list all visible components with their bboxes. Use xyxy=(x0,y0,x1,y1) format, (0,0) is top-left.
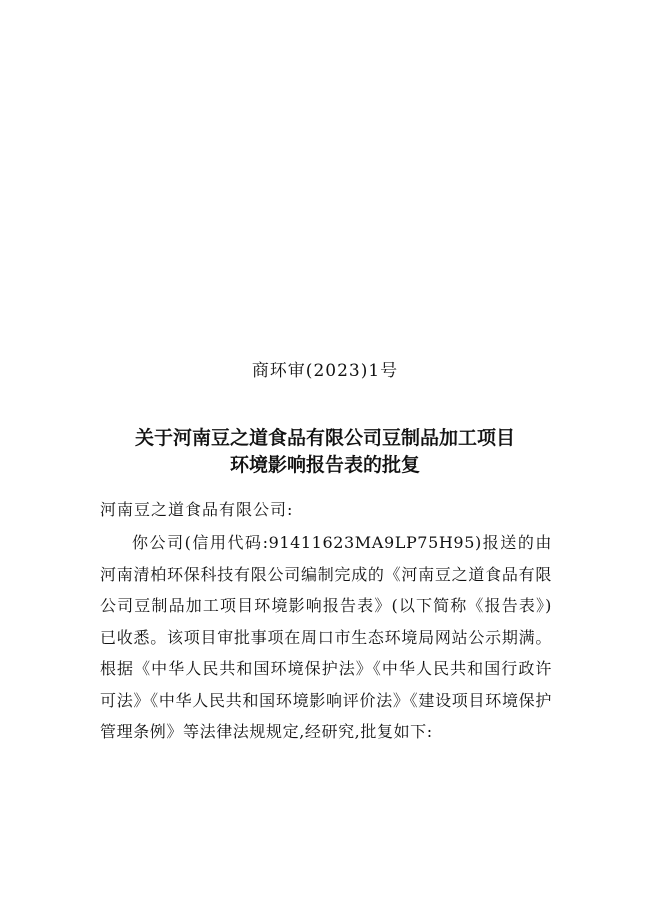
addressee: 河南豆之道食品有限公司: xyxy=(100,500,294,519)
title-line-1: 关于河南豆之道食品有限公司豆制品加工项目 xyxy=(134,427,515,449)
body-paragraph: 你公司(信用代码:91411623MA9LP75H95)报送的由河南清柏环保科技有限公司编制完成的《河南豆之道食品有限公司豆制品加工项目环境影响报告表》(以下简称《报告表》)已收悉。该项目审批事项在周口市生态环境局网站公示期满。根据《中华人民共和国环境保护法》《中华人民共和国行政许可法》《中华人民共和国环境影响评价法》《建设项目环境保护管理条例》等法律法规规定,经研究,批复如下: xyxy=(100,533,552,741)
title-line-2: 环境影响报告表的批复 xyxy=(229,454,420,476)
document-title xyxy=(0,425,650,479)
document-number: 商环审(2023)1号 xyxy=(251,361,399,381)
